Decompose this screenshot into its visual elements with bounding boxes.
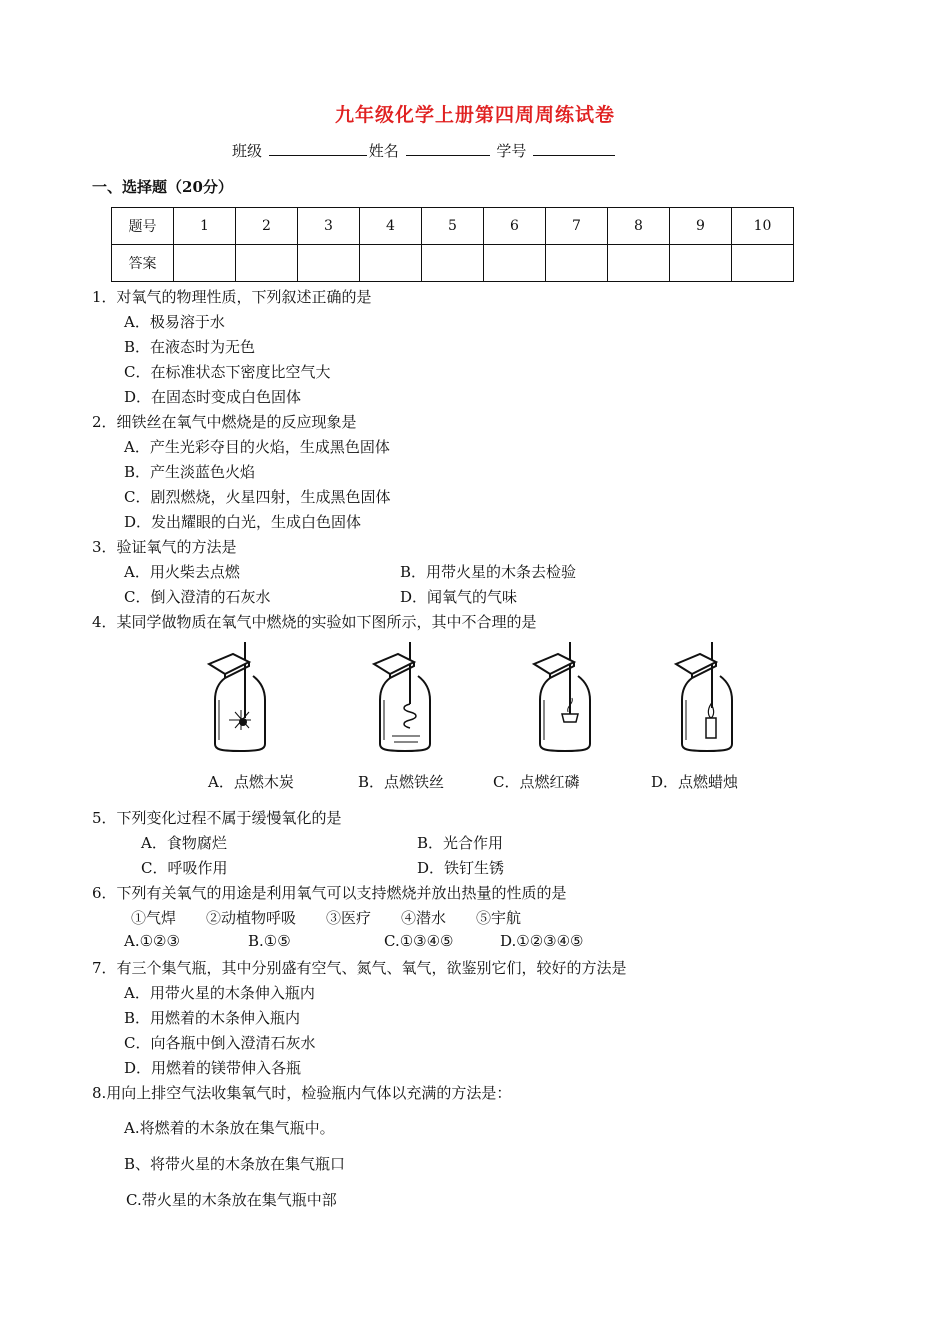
q7-option-c: C．向各瓶中倒入澄清石灰水 xyxy=(124,1034,316,1052)
q7-option-d: D．用燃着的镁带伸入各瓶 xyxy=(124,1059,302,1077)
question-5-stem: 5．下列变化过程不属于缓慢氧化的是 xyxy=(92,809,342,827)
answer-cell[interactable] xyxy=(236,245,298,282)
table-row-numbers xyxy=(112,208,794,245)
class-blank[interactable] xyxy=(269,141,367,156)
answer-cell[interactable] xyxy=(670,245,732,282)
q5-option-c: C．呼吸作用 xyxy=(141,859,228,877)
answer-cell[interactable] xyxy=(298,245,360,282)
number-cell: 6 xyxy=(484,208,546,245)
number-cell: 1 xyxy=(174,208,236,245)
q3-option-a: A．用火柴去点燃 xyxy=(124,563,240,581)
q3-option-d: D．闻氧气的气味 xyxy=(400,588,518,606)
q5-option-b: B．光合作用 xyxy=(417,834,504,852)
q6-option-d: D.①②③④⑤ xyxy=(500,932,584,950)
number-cell: 5 xyxy=(422,208,484,245)
number-cell: 9 xyxy=(670,208,732,245)
table-row-answers xyxy=(112,245,794,282)
jar-candle-figure xyxy=(672,640,742,755)
q2-option-b: B．产生淡蓝色火焰 xyxy=(124,463,256,481)
q2-option-a: A．产生光彩夺目的火焰，生成黑色固体 xyxy=(124,438,390,456)
question-3-stem: 3．验证氧气的方法是 xyxy=(92,538,237,556)
q4-option-a: A．点燃木炭 xyxy=(208,773,294,791)
table-header-cell: 题号 xyxy=(112,208,174,245)
q2-option-c: C．剧烈燃烧，火星四射，生成黑色固体 xyxy=(124,488,391,506)
section-heading: 一、选择题（20分） xyxy=(92,178,233,196)
q7-option-b: B．用燃着的木条伸入瓶内 xyxy=(124,1009,301,1027)
q8-option-c: C.带火星的木条放在集气瓶中部 xyxy=(126,1191,337,1209)
q1-option-d: D．在固态时变成白色固体 xyxy=(124,388,302,406)
answer-cell[interactable] xyxy=(608,245,670,282)
q4-option-d: D．点燃蜡烛 xyxy=(651,773,739,791)
q4-option-b: B．点燃铁丝 xyxy=(358,773,445,791)
table-header-cell: 答案 xyxy=(112,245,174,282)
answer-table xyxy=(111,207,794,282)
id-label: 学号 xyxy=(496,142,527,160)
number-cell: 3 xyxy=(298,208,360,245)
q6-option-a: A.①②③ xyxy=(124,932,180,950)
id-blank[interactable] xyxy=(533,141,615,156)
q7-option-a: A．用带火星的木条伸入瓶内 xyxy=(124,984,315,1002)
student-info-line xyxy=(232,140,617,161)
number-cell: 4 xyxy=(360,208,422,245)
q3-option-c: C．倒入澄清的石灰水 xyxy=(124,588,271,606)
question-1-stem: 1．对氧气的物理性质，下列叙述正确的是 xyxy=(92,288,372,306)
q5-option-a: A．食物腐烂 xyxy=(141,834,227,852)
jar-phosphorus-figure xyxy=(530,640,600,755)
q1-option-a: A．极易溶于水 xyxy=(124,313,225,331)
q5-option-d: D．铁钉生锈 xyxy=(417,859,505,877)
q6-option-b: B.①⑤ xyxy=(248,932,291,950)
answer-cell[interactable] xyxy=(546,245,608,282)
q8-option-b: B、将带火星的木条放在集气瓶口 xyxy=(124,1155,346,1173)
jar-charcoal-figure xyxy=(205,640,275,755)
q1-option-c: C．在标准状态下密度比空气大 xyxy=(124,363,331,381)
q1-option-b: B．在液态时为无色 xyxy=(124,338,256,356)
q3-option-b: B．用带火星的木条去检验 xyxy=(400,563,577,581)
question-8-stem: 8.用向上排空气法收集氧气时，检验瓶内气体以充满的方法是： xyxy=(92,1084,512,1102)
answer-cell[interactable] xyxy=(484,245,546,282)
answer-cell[interactable] xyxy=(732,245,794,282)
number-cell: 2 xyxy=(236,208,298,245)
answer-cell[interactable] xyxy=(360,245,422,282)
jar-iron-wire-figure xyxy=(370,640,440,755)
answer-cell[interactable] xyxy=(422,245,484,282)
q2-option-d: D．发出耀眼的白光，生成白色固体 xyxy=(124,513,362,531)
number-cell: 8 xyxy=(608,208,670,245)
q4-option-c: C．点燃红磷 xyxy=(493,773,580,791)
q6-option-c: C.①③④⑤ xyxy=(384,932,454,950)
name-blank[interactable] xyxy=(406,141,490,156)
q8-option-a: A.将燃着的木条放在集气瓶中。 xyxy=(124,1119,335,1137)
answer-cell[interactable] xyxy=(174,245,236,282)
page-title: 九年级化学上册第四周周练试卷 xyxy=(334,104,615,126)
question-7-stem: 7．有三个集气瓶，其中分别盛有空气、氮气、氧气，欲鉴别它们，较好的方法是 xyxy=(92,959,627,977)
class-label: 班级 xyxy=(232,142,263,160)
question-4-stem: 4．某同学做物质在氧气中燃烧的实验如下图所示，其中不合理的是 xyxy=(92,613,537,631)
name-label: 姓名 xyxy=(368,142,399,160)
q6-items: ①气焊 ②动植物呼吸 ③医疗 ④潜水 ⑤宇航 xyxy=(131,909,522,927)
question-2-stem: 2．细铁丝在氧气中燃烧是的反应现象是 xyxy=(92,413,357,431)
number-cell: 10 xyxy=(732,208,794,245)
question-6-stem: 6．下列有关氧气的用途是利用氧气可以支持燃烧并放出热量的性质的是 xyxy=(92,884,567,902)
number-cell: 7 xyxy=(546,208,608,245)
